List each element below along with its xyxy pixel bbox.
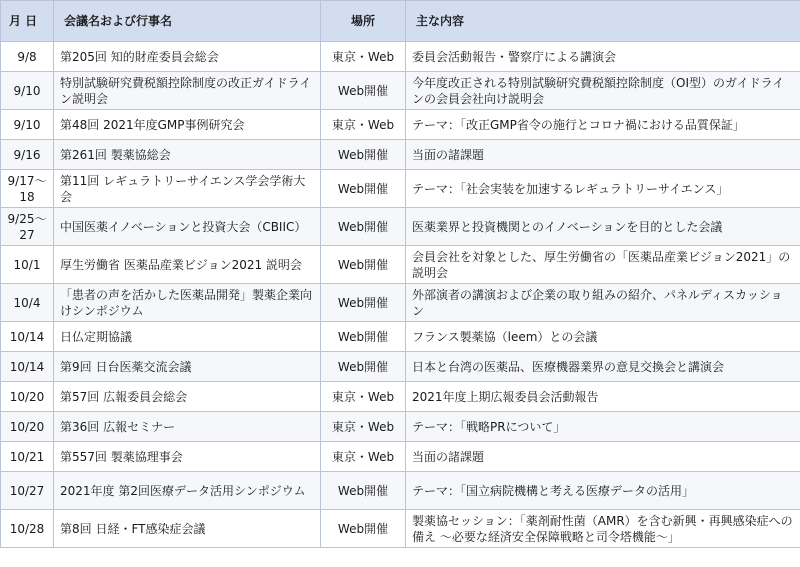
cell-place: 東京・Web [321, 110, 406, 140]
header-date: 月 日 [1, 1, 54, 42]
cell-place: Web開催 [321, 246, 406, 284]
cell-date: 9/25～27 [1, 208, 54, 246]
table-row [1, 170, 800, 208]
cell-place: Web開催 [321, 322, 406, 352]
header-content: 主な内容 [406, 1, 800, 42]
cell-place: Web開催 [321, 472, 406, 510]
cell-date: 10/20 [1, 412, 54, 442]
cell-content: 製薬協セッション：「薬剤耐性菌（AMR）を含む新興・再興感染症への備え ～必要な経済安全保障戦略と司令塔機能～」 [406, 510, 800, 548]
table-row [1, 42, 800, 72]
table-row [1, 72, 800, 110]
cell-name: 第9回 日台医薬交流会議 [54, 352, 321, 382]
cell-content: テーマ：「国立病院機構と考える医療データの活用」 [406, 472, 800, 510]
cell-date: 10/21 [1, 442, 54, 472]
cell-content: 日本と台湾の医薬品、医療機器業界の意見交換会と講演会 [406, 352, 800, 382]
cell-content: テーマ：「改正GMP省令の施行とコロナ禍における品質保証」 [406, 110, 800, 140]
cell-date: 10/14 [1, 322, 54, 352]
cell-content: 今年度改正される特別試験研究費税額控除制度（OI型）のガイドラインの会員会社向け説明会 [406, 72, 800, 110]
cell-date: 9/17～18 [1, 170, 54, 208]
table-row [1, 510, 800, 548]
cell-place: 東京・Web [321, 42, 406, 72]
cell-place: Web開催 [321, 510, 406, 548]
header-name: 会議名および行事名 [54, 1, 321, 42]
cell-name: 2021年度 第2回医療データ活用シンポジウム [54, 472, 321, 510]
cell-place: Web開催 [321, 284, 406, 322]
cell-content: 当面の諸課題 [406, 140, 800, 170]
cell-content: フランス製薬協（leem）との会議 [406, 322, 800, 352]
cell-name: 中国医薬イノベーションと投資大会（CBIIC） [54, 208, 321, 246]
cell-name: 第261回 製薬協総会 [54, 140, 321, 170]
cell-place: 東京・Web [321, 412, 406, 442]
cell-content: 会員会社を対象とした、厚生労働省の「医薬品産業ビジョン2021」の説明会 [406, 246, 800, 284]
cell-name: 第205回 知的財産委員会総会 [54, 42, 321, 72]
cell-place: 東京・Web [321, 442, 406, 472]
cell-content: 2021年度上期広報委員会活動報告 [406, 382, 800, 412]
cell-place: Web開催 [321, 170, 406, 208]
cell-place: 東京・Web [321, 382, 406, 412]
cell-date: 9/16 [1, 140, 54, 170]
table-row [1, 110, 800, 140]
cell-name: 厚生労働省 医薬品産業ビジョン2021 説明会 [54, 246, 321, 284]
cell-name: 第11回 レギュラトリーサイエンス学会学術大会 [54, 170, 321, 208]
cell-name: 第48回 2021年度GMP事例研究会 [54, 110, 321, 140]
header-place: 場所 [321, 1, 406, 42]
cell-date: 10/20 [1, 382, 54, 412]
cell-date: 10/27 [1, 472, 54, 510]
cell-name: 第8回 日経・FT感染症会議 [54, 510, 321, 548]
table-row [1, 140, 800, 170]
cell-place: Web開催 [321, 208, 406, 246]
table-row [1, 284, 800, 322]
cell-date: 9/10 [1, 110, 54, 140]
cell-date: 10/4 [1, 284, 54, 322]
table-row [1, 208, 800, 246]
cell-name: 第36回 広報セミナー [54, 412, 321, 442]
cell-name: 第57回 広報委員会総会 [54, 382, 321, 412]
cell-date: 10/28 [1, 510, 54, 548]
cell-content: 当面の諸課題 [406, 442, 800, 472]
table-row [1, 412, 800, 442]
table-row [1, 472, 800, 510]
table-row [1, 246, 800, 284]
cell-content: テーマ：「社会実装を加速するレギュラトリーサイエンス」 [406, 170, 800, 208]
table-row [1, 322, 800, 352]
cell-date: 9/8 [1, 42, 54, 72]
cell-place: Web開催 [321, 352, 406, 382]
cell-content: 医薬業界と投資機関とのイノベーションを目的とした会議 [406, 208, 800, 246]
cell-date: 10/14 [1, 352, 54, 382]
table-row [1, 352, 800, 382]
cell-name: 日仏定期協議 [54, 322, 321, 352]
cell-name: 第557回 製薬協理事会 [54, 442, 321, 472]
header-row [1, 1, 800, 42]
cell-name: 「患者の声を活かした医薬品開発」製薬企業向けシンポジウム [54, 284, 321, 322]
table-row [1, 442, 800, 472]
table-row [1, 382, 800, 412]
cell-place: Web開催 [321, 72, 406, 110]
cell-content: テーマ：「戦略PRについて」 [406, 412, 800, 442]
cell-place: Web開催 [321, 140, 406, 170]
cell-name: 特別試験研究費税額控除制度の改正ガイドライン説明会 [54, 72, 321, 110]
cell-date: 10/1 [1, 246, 54, 284]
cell-content: 外部演者の講演および企業の取り組みの紹介、パネルディスカッション [406, 284, 800, 322]
cell-date: 9/10 [1, 72, 54, 110]
cell-content: 委員会活動報告・警察庁による講演会 [406, 42, 800, 72]
